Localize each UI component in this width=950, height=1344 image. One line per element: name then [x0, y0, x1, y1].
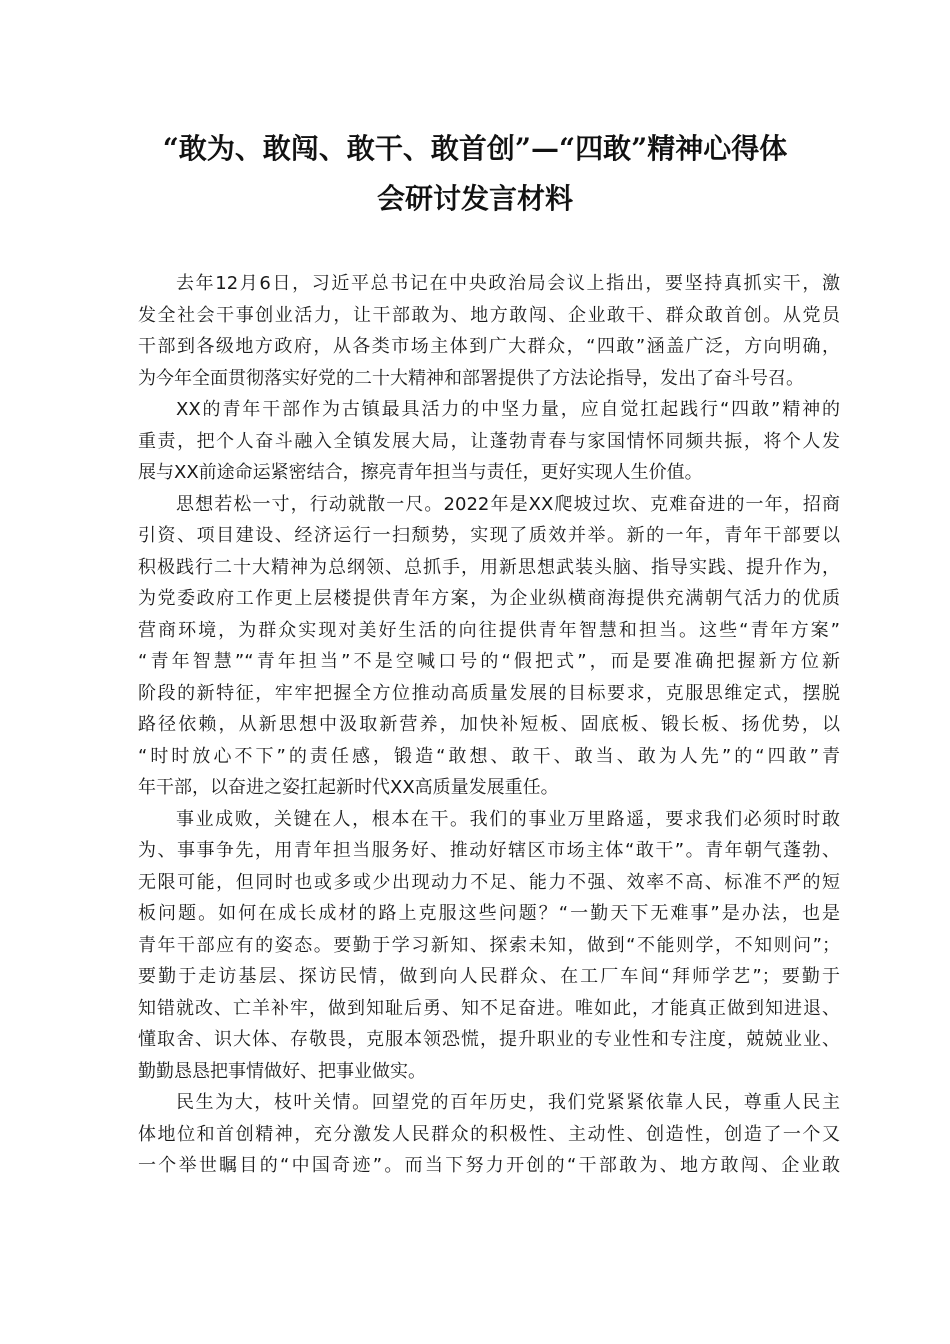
text-line: 体地位和首创精神，充分激发人民群众的积极性、主动性、创造性，创造了一个又	[138, 1123, 840, 1145]
text-line: 知错就改、亡羊补牢，做到知耻后勇、知不足奋进。唯如此，才能真正做到知进退、	[138, 997, 840, 1019]
text-line: 年干部，以奋进之姿扛起新时代XX高质量发展重任。	[138, 777, 559, 798]
text-line: “时时放心不下”的责任感，锻造“敢想、敢干、敢当、敢为人先”的“四敢”青	[138, 745, 840, 767]
text-line: 干部到各级地方政府，从各类市场主体到广大群众，“四敢”涵盖广泛，方向明确，	[138, 336, 840, 357]
paragraph	[138, 1087, 840, 1182]
text-line: 勤勤恳恳把事情做好、把事业做实。	[138, 1060, 426, 1082]
text-line: 为今年全面贯彻落实好党的二十大精神和部署提供了方法论指导，发出了奋斗号召。	[138, 367, 804, 389]
text-line: 发全社会干事创业活力，让干部敢为、地方敢闯、企业敢干、群众敢首创。从党员	[138, 304, 840, 326]
text-line: 懂取舍、识大体、存敬畏，克服本领恐慌，提升职业的专业性和专注度，兢兢业业、	[138, 1029, 840, 1050]
document-title	[120, 124, 830, 224]
text-line: 为、事事争先，用青年担当服务好、推动好辖区市场主体“敢干”。青年朝气蓬勃、	[138, 840, 840, 861]
text-line: 青年干部应有的姿态。要勤于学习新知、探索未知，做到“不能则学，不知则问”；	[138, 934, 840, 956]
text-line: 一个举世瞩目的“中国奇迹”。而当下努力开创的“干部敢为、地方敢闯、企业敢	[138, 1155, 840, 1176]
paragraph	[138, 804, 840, 1088]
text-line: 营商环境，为群众实现对美好生活的向往提供青年智慧和担当。这些“青年方案”	[138, 619, 840, 641]
text-line: 引资、项目建设、经济运行一扫颓势，实现了质效并举。新的一年，青年干部要以	[138, 525, 840, 546]
text-line: 阶段的新特征，牢牢把握全方位推动高质量发展的目标要求，克服思维定式，摆脱	[138, 682, 840, 704]
text-line: 路径依赖，从新思想中汲取新营养，加快补短板、固底板、锻长板、扬优势，以	[138, 714, 840, 735]
text-line: 展与XX前途命运紧密结合，擦亮青年担当与责任，更好实现人生价值。	[138, 462, 703, 483]
text-line: XX的青年干部作为古镇最具活力的中坚力量，应自觉扛起践行“四敢”精神的	[176, 399, 840, 420]
text-line: “青年智慧”“青年担当”不是空喊口号的“假把式”，而是要准确把握新方位新	[138, 651, 840, 672]
text-line: 民生为大，枝叶关情。回望党的百年历史，我们党紧紧依靠人民，尊重人民主	[176, 1092, 840, 1113]
paragraph	[138, 489, 840, 804]
title-line: “敢为、敢闯、敢干、敢首创”—“四敢”精神心得体	[162, 132, 788, 165]
title-line: 会研讨发言材料	[376, 182, 573, 215]
text-line: 板问题。如何在成长成材的路上克服这些问题？“一勤天下无难事”是办法，也是	[138, 903, 840, 924]
document-body	[138, 268, 840, 1182]
text-line: 去年12月6日，习近平总书记在中央政治局会议上指出，要坚持真抓实干，激	[176, 273, 840, 294]
text-line: 要勤于走访基层、探访民情，做到向人民群众、在工厂车间“拜师学艺”；要勤于	[138, 966, 840, 987]
text-line: 思想若松一寸，行动就散一尺。2022年是XX爬坡过坎、克难奋进的一年，招商	[176, 493, 840, 515]
text-line: 积极践行二十大精神为总纲领、总抓手，用新思想武装头脑、指导实践、提升作为，	[138, 556, 840, 578]
paragraph	[138, 394, 840, 489]
paragraph	[138, 268, 840, 394]
text-line: 事业成败，关键在人，根本在干。我们的事业万里路遥，要求我们必须时时敢	[176, 808, 840, 830]
text-line: 为党委政府工作更上层楼提供青年方案，为企业纵横商海提供充满朝气活力的优质	[138, 588, 840, 609]
text-line: 重责，把个人奋斗融入全镇发展大局，让蓬勃青春与家国情怀同频共振，将个人发	[138, 430, 840, 452]
text-line: 无限可能，但同时也或多或少出现动力不足、能力不强、效率不高、标准不严的短	[138, 871, 840, 893]
